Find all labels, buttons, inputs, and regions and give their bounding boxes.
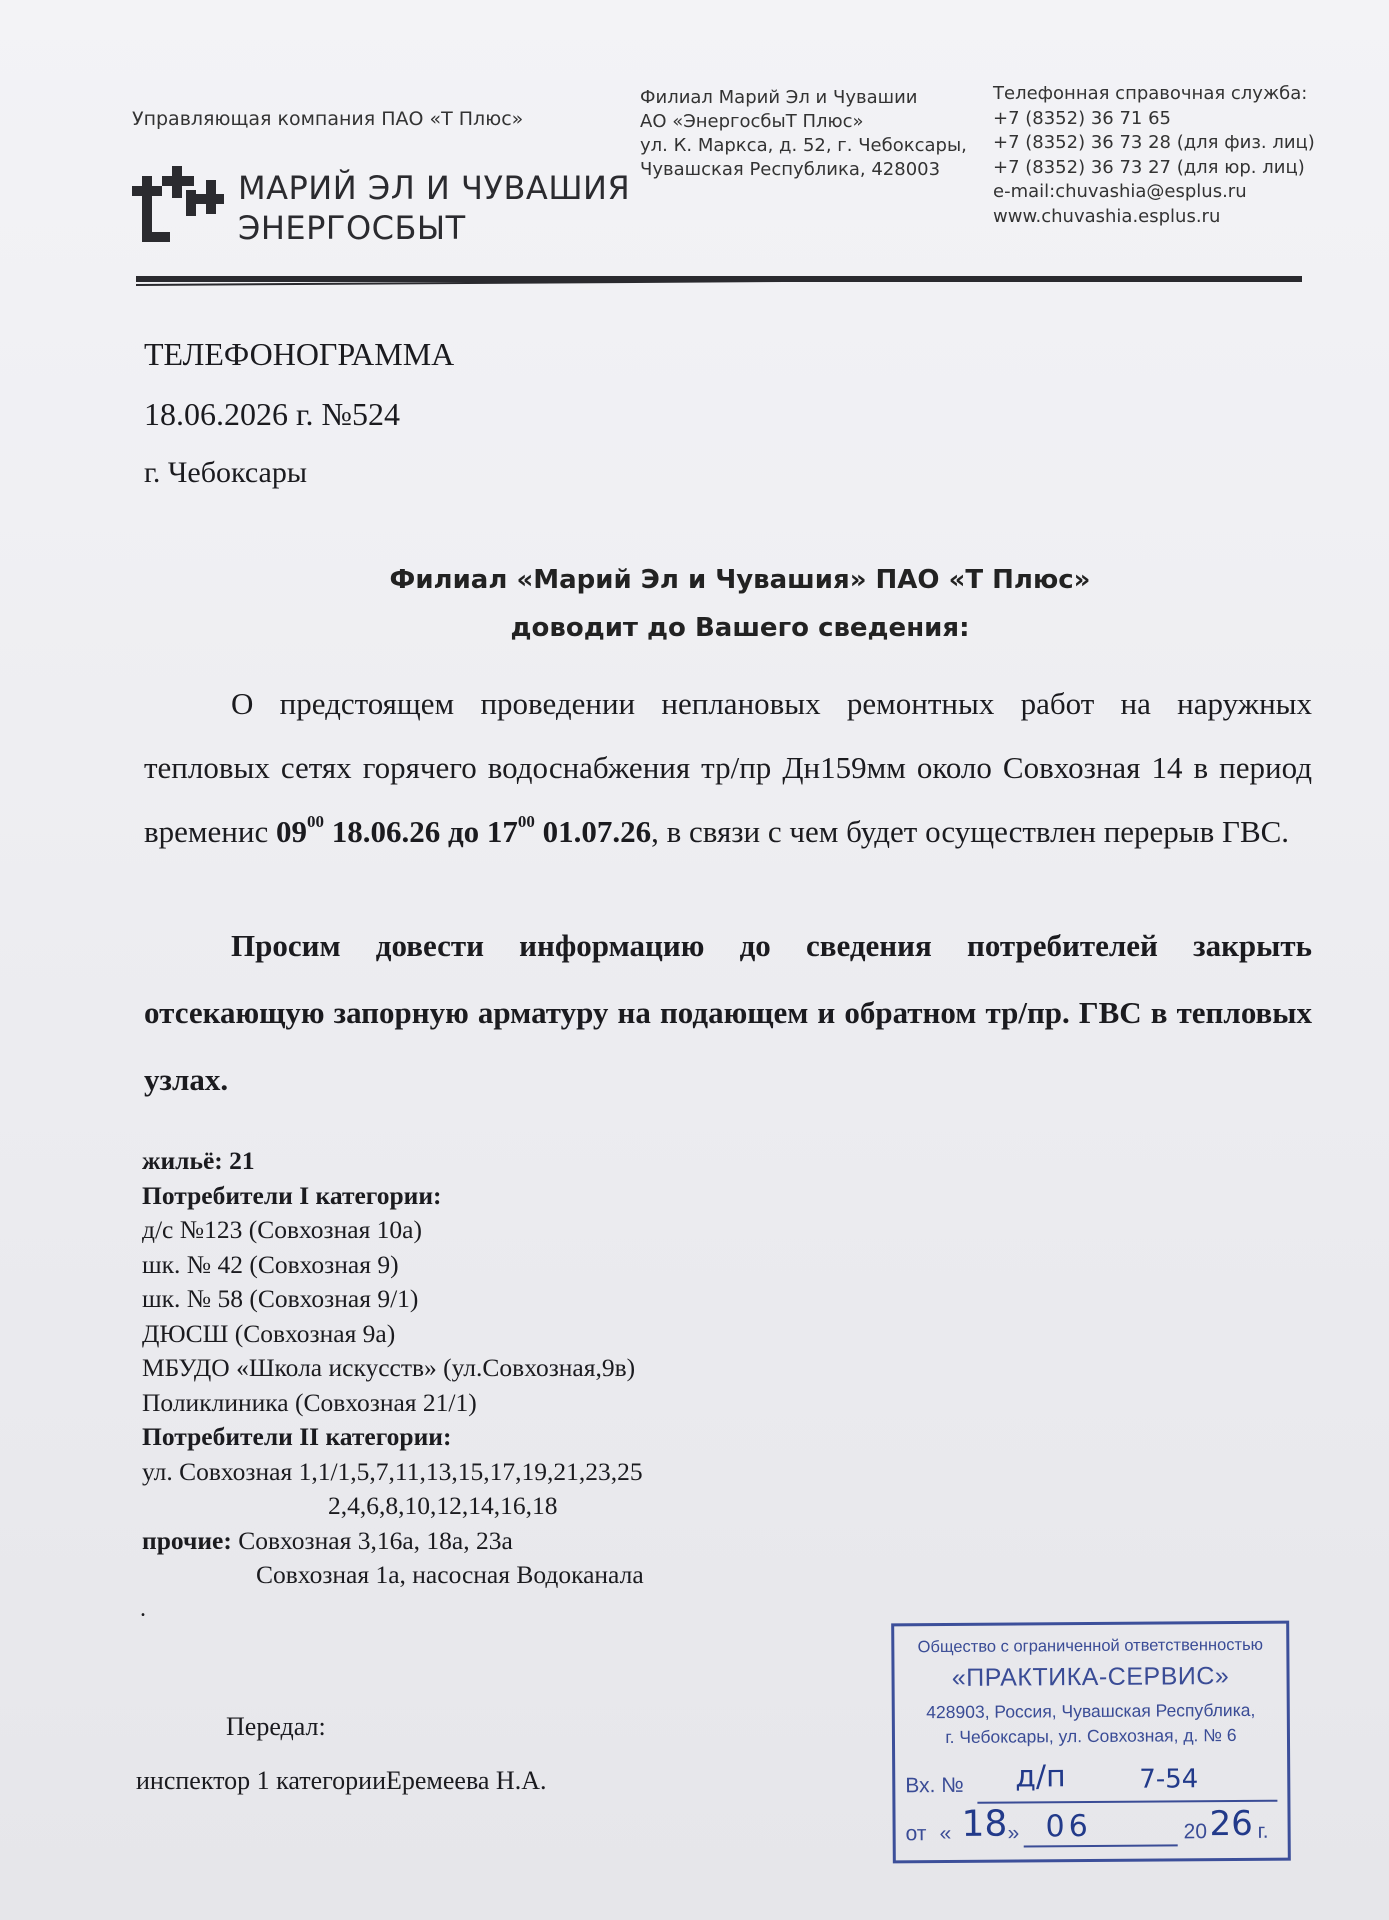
stamp-quote-open: « <box>939 1821 952 1846</box>
list-item: шк. № 42 (Совхозная 9) <box>142 1249 399 1279</box>
repair-notice-paragraph <box>144 672 1312 864</box>
branch-line: Чувашская Республика, 428003 <box>640 159 941 180</box>
list-item: шк. № 58 (Совхозная 9/1) <box>142 1284 419 1313</box>
list-item: Поликлиника (Совхозная 21/1) <box>142 1387 477 1417</box>
document-city: г. Чебоксары <box>144 456 307 489</box>
sender-name: инспектор 1 категорииЕремеева Н.А. <box>136 1766 547 1795</box>
stamp-from-label: от <box>905 1822 927 1846</box>
list-item: д/с №123 (Совхозная 10а) <box>142 1215 422 1244</box>
to-word: до <box>440 814 487 849</box>
document-date-number: 18.06.2026 г. №524 <box>144 396 401 432</box>
branch-address <box>640 86 967 182</box>
branch-line: АО «ЭнергосбыТ Плюс» <box>640 111 864 132</box>
website-line: www.chuvashia.esplus.ru <box>993 205 1221 227</box>
start-time <box>275 811 652 849</box>
stamp-year-prefix: 20 <box>1183 1820 1208 1844</box>
phone-line: +7 (8352) 36 71 65 <box>993 107 1171 129</box>
start-minutes: 00 <box>306 811 324 831</box>
stamp-year: 26 <box>1209 1803 1253 1845</box>
stamp-quote-close: » <box>1007 1821 1020 1845</box>
stamp-month: 06 <box>1045 1808 1092 1845</box>
contacts-block <box>993 82 1315 229</box>
list-item: МБУДО «Школа искусств» (ул.Совхозная,9в) <box>142 1353 636 1382</box>
stamp-address-line: г. Чебоксары, ул. Совхозная, д. № 6 <box>945 1724 1237 1748</box>
sender-label: Передал: <box>226 1712 326 1741</box>
others-line-1 <box>142 1524 644 1559</box>
category-2-heading: Потребители II категории: <box>142 1422 452 1451</box>
notice-line-2: доводит до Вашего сведения: <box>510 613 970 643</box>
end-minutes: 00 <box>517 811 535 831</box>
others-line-2: Совхозная 1а, насосная Водоканала <box>256 1560 644 1589</box>
start-date: 18.06.26 <box>323 814 441 849</box>
stamp-address-line: 428903, Россия, Чувашская Республика, <box>926 1699 1256 1723</box>
p1-text: О предстоящем проведении неплановых ремонтных работ на наружных тепловых сетях горячего водоснабжения тр/пр Дн159мм около Совхозная 14 в период временис <box>144 686 1312 849</box>
stamp-org-name: «ПРАКТИКА-СЕРВИС» <box>951 1662 1230 1692</box>
phone-line: +7 (8352) 36 73 27 (для юр. лиц) <box>993 156 1305 178</box>
stamp-day: 18 <box>961 1803 1008 1845</box>
category-1-heading: Потребители I категории: <box>142 1180 442 1210</box>
others-value: Совхозная 3,16а, 18а, 23а <box>231 1525 513 1555</box>
company-caption: Управляющая компания ПАО «Т Плюс» <box>132 108 524 130</box>
stamp-incoming-prefix: д/п <box>1015 1759 1066 1795</box>
start-hour: 09 <box>275 814 307 849</box>
category-2-line-1: ул. Совхозная 1,1/1,5,7,11,13,15,17,19,21,23,25 <box>142 1456 643 1486</box>
stamp-incoming-label: Вх. № <box>905 1773 964 1798</box>
incoming-stamp <box>891 1621 1291 1864</box>
notice-line-1: Филиал «Марий Эл и Чувашия» ПАО «Т Плюс» <box>389 565 1091 595</box>
logo-text <box>238 168 630 248</box>
branch-line: ул. К. Маркса, д. 52, г. Чебоксары, <box>640 135 967 156</box>
logo-line-2: ЭНЕРГОСБЫТ <box>238 209 466 247</box>
document-type: ТЕЛЕФОНОГРАММА <box>144 336 455 372</box>
t-plus-logo-icon <box>132 166 228 250</box>
dot-mark: . <box>140 1596 146 1622</box>
stamp-date-line <box>1024 1844 1178 1847</box>
logo-line-1: МАРИЙ ЭЛ И ЧУВАШИЯ <box>238 169 631 207</box>
stamp-year-suffix: г. <box>1257 1819 1269 1843</box>
email-line: e-mail:chuvashia@esplus.ru <box>993 181 1247 202</box>
consumers-list <box>142 1144 644 1593</box>
housing-count: жильё: 21 <box>142 1146 255 1175</box>
stamp-org-type: Общество с ограниченной ответственностью <box>917 1635 1264 1657</box>
branch-line: Филиал Марий Эл и Чувашии <box>640 87 918 108</box>
stamp-incoming-number: 7-54 <box>1139 1764 1199 1795</box>
others-label: прочие: <box>142 1525 232 1555</box>
end-date: 01.07.26 <box>534 814 652 849</box>
list-item: ДЮСШ (Совхозная 9а) <box>142 1318 396 1348</box>
phone-line: +7 (8352) 36 73 28 (для физ. лиц) <box>993 132 1315 153</box>
notice-heading <box>240 556 1240 652</box>
end-hour: 17 <box>486 814 518 849</box>
category-2-line-2: 2,4,6,8,10,12,14,16,18 <box>328 1491 558 1520</box>
stamp-address <box>895 1698 1287 1751</box>
request-paragraph: Просим довести информацию до сведения потребителей закрыть отсекающую запорную арматуру на подающем и обратном тр/пр. ГВС в тепловых узлах. <box>144 928 1312 1097</box>
contacts-title: Телефонная справочная служба: <box>993 83 1308 104</box>
p1-text-end: , в связи с чем будет осуществлен перерыв ГВС. <box>651 814 1290 849</box>
